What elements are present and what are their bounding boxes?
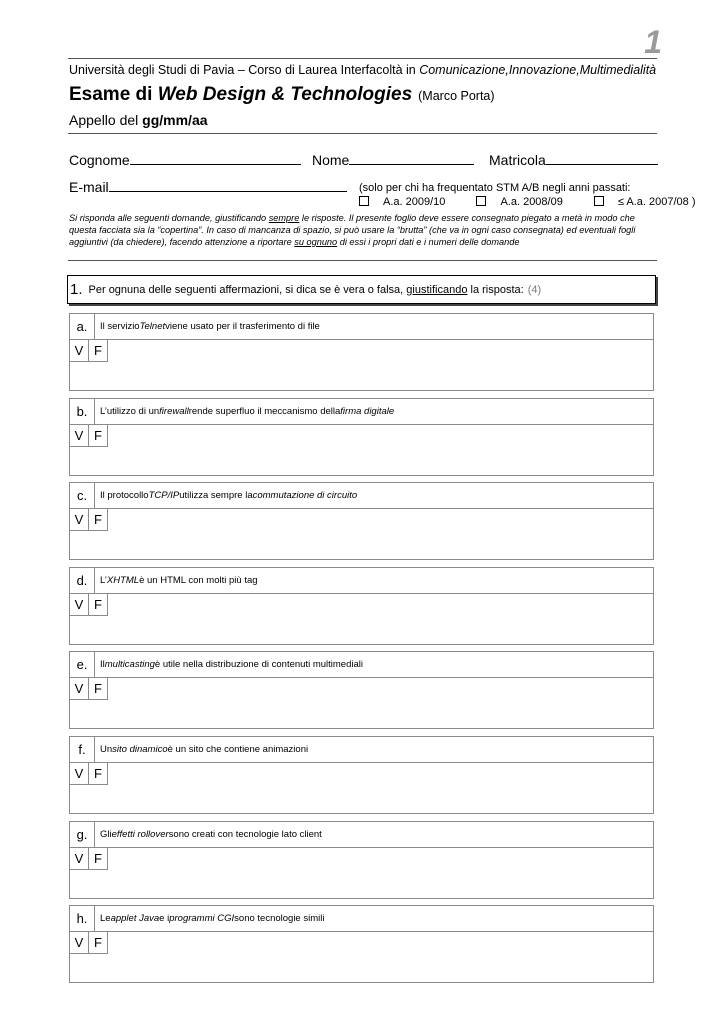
matricola-field[interactable]: Matricola	[489, 151, 658, 168]
statement-letter: g.	[70, 822, 95, 847]
statement-item	[69, 905, 654, 983]
statement-header	[70, 314, 653, 340]
statement-header	[70, 483, 653, 509]
statement-letter: f.	[70, 737, 95, 762]
true-option[interactable]: V	[70, 678, 89, 700]
appello-line: Appello del gg/mm/aa	[69, 112, 208, 128]
false-option[interactable]: F	[89, 678, 108, 700]
statement-text: Gli effetti rollover sono creati con tecnologie lato client	[100, 829, 322, 840]
statement-item	[69, 567, 654, 645]
cognome-field[interactable]: Cognome	[69, 151, 301, 168]
true-option[interactable]: V	[70, 932, 89, 954]
false-option[interactable]: F	[89, 932, 108, 954]
statement-header	[70, 568, 653, 594]
checkbox-icon[interactable]	[476, 196, 486, 206]
page-number: 1	[644, 24, 662, 60]
statement-header	[70, 906, 653, 932]
statement-header	[70, 822, 653, 848]
option-2007[interactable]: ≤ A.a. 2007/08 )	[594, 196, 710, 208]
checkbox-icon[interactable]	[359, 196, 369, 206]
instructions: Si risponda alle seguenti domande, giustificando sempre le risposte. Il presente foglio deve essere consegnato piegato a metà in modo che questa facciata sia la “copertina”. In caso di mancanza di spazio, si può usare la “brutta” (che va in ogni caso consegnata) ed eventuali fogli aggiuntivi (da chiedere), facendo attenzione a riportare su ognuno di essi i propri dati e i numeri delle domande	[69, 213, 636, 247]
false-option[interactable]: F	[89, 425, 108, 447]
statement-header	[70, 652, 653, 678]
false-option[interactable]: F	[89, 763, 108, 785]
statement-letter: h.	[70, 906, 95, 931]
statement-text: L’utilizzo di un firewall rende superfluo il meccanismo della firma digitale	[100, 406, 395, 417]
statement-letter: b.	[70, 399, 95, 424]
statement-letter: c.	[70, 483, 95, 508]
instructions-rule	[68, 260, 657, 261]
email-field[interactable]: E-mail	[69, 178, 347, 195]
true-option[interactable]: V	[70, 848, 89, 870]
statement-header	[70, 399, 653, 425]
statement-letter: a.	[70, 314, 95, 339]
true-option[interactable]: V	[70, 594, 89, 616]
true-option[interactable]: V	[70, 340, 89, 362]
statement-item	[69, 482, 654, 560]
statement-letter: d.	[70, 568, 95, 593]
statement-text: Il multicasting è utile nella distribuzione di contenuti multimediali	[100, 659, 363, 670]
true-option[interactable]: V	[70, 509, 89, 531]
statement-letter: e.	[70, 652, 95, 677]
checkbox-icon[interactable]	[594, 196, 604, 206]
question-1: 1. Per ognuna delle seguenti affermazioni, si dica se è vera o falsa, giustificando la risposta: (4)	[67, 275, 656, 304]
false-option[interactable]: F	[89, 340, 108, 362]
statement-text: Il protocollo TCP/IP utilizza sempre la commutazione di circuito	[100, 490, 358, 501]
true-option[interactable]: V	[70, 763, 89, 785]
statement-item	[69, 313, 654, 391]
option-2009[interactable]: A.a. 2009/10	[359, 196, 459, 208]
stm-note: (solo per chi ha frequentato STM A/B negli anni passati: A.a. 2009/10 A.a. 2008/09 ≤ A.a. 2007/08 )	[359, 181, 724, 209]
top-rule	[68, 58, 657, 59]
false-option[interactable]: F	[89, 594, 108, 616]
statement-item	[69, 736, 654, 814]
true-option[interactable]: V	[70, 425, 89, 447]
header-rule	[68, 133, 657, 134]
statement-item	[69, 651, 654, 729]
nome-field[interactable]: Nome	[312, 151, 474, 168]
university-line: Università degli Studi di Pavia – Corso di Laurea Interfacoltà in Comunicazione,Innovazione,Multimedialità	[69, 63, 657, 77]
statement-header	[70, 737, 653, 763]
exam-title: Esame di Web Design & Technologies (Marco Porta)	[69, 84, 495, 105]
false-option[interactable]: F	[89, 509, 108, 531]
statement-text: L’ XHTML è un HTML con molti più tag	[100, 575, 258, 586]
statement-text: Le applet Java e i programmi CGI sono tecnologie simili	[100, 913, 325, 924]
statement-text: Un sito dinamico è un sito che contiene animazioni	[100, 744, 309, 755]
option-2008[interactable]: A.a. 2008/09	[476, 196, 576, 208]
false-option[interactable]: F	[89, 848, 108, 870]
statement-text: Il servizio Telnet viene usato per il trasferimento di file	[100, 321, 320, 332]
statement-item	[69, 398, 654, 476]
statement-item	[69, 821, 654, 899]
